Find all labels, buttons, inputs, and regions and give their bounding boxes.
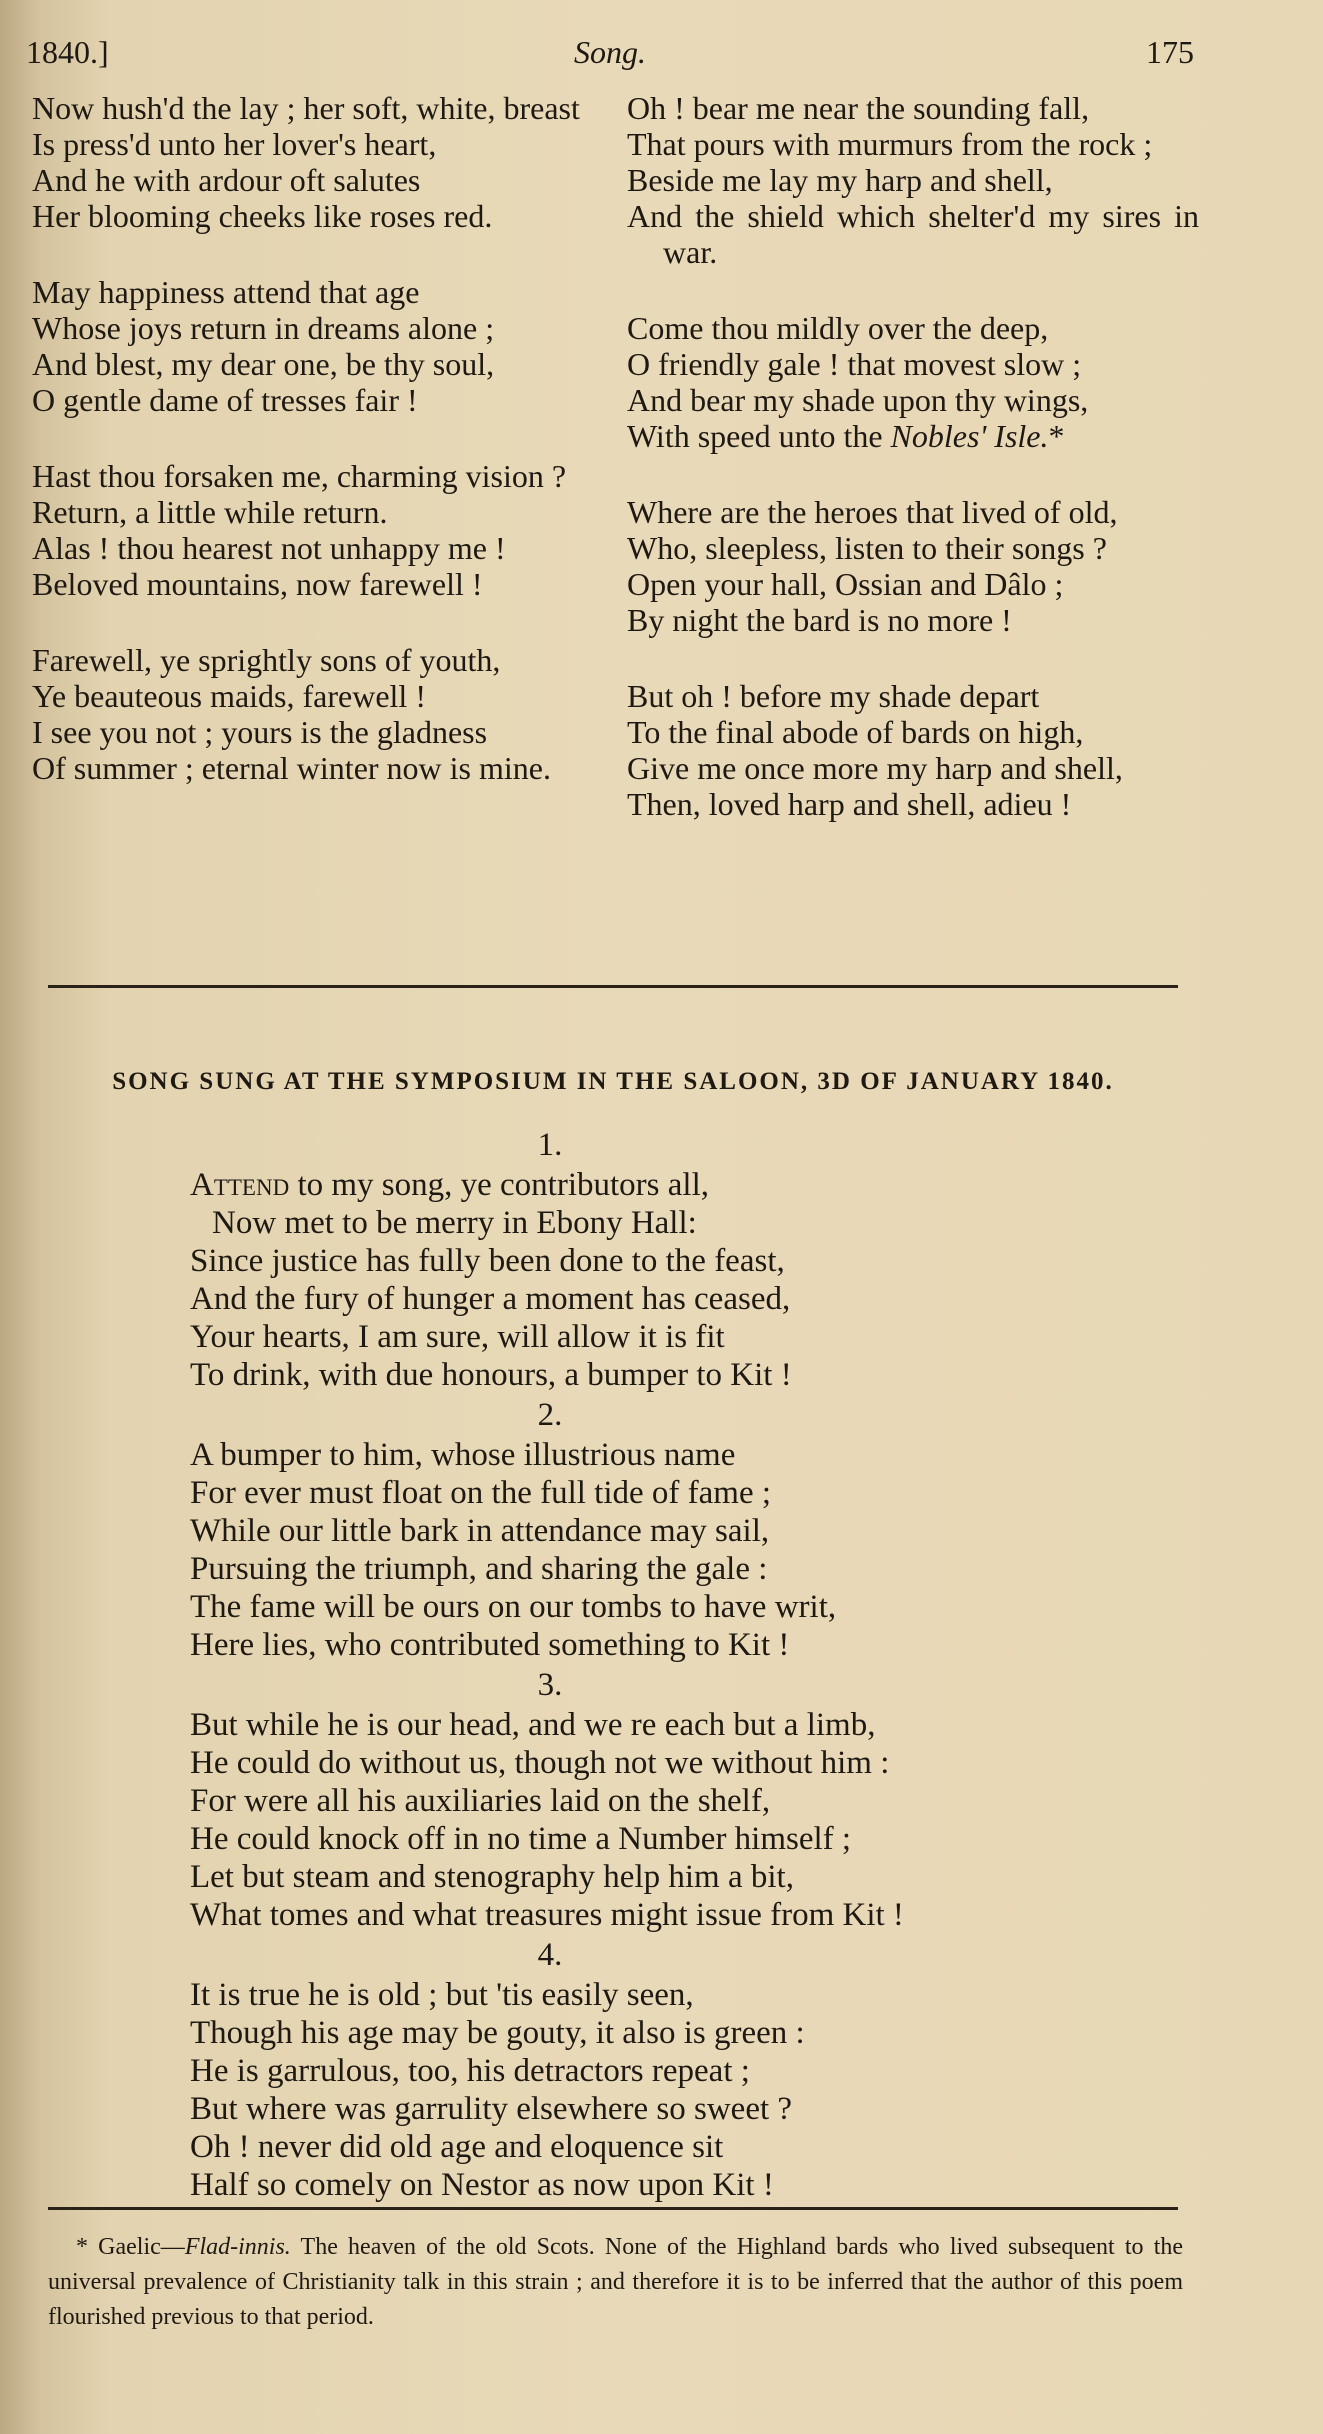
verse-line: Your hearts, I am sure, will allow it is fit	[190, 1319, 725, 1355]
verse-line: It is true he is old ; but 'tis easily seen,	[190, 1977, 694, 2013]
poem-line: Alas ! thou hearest not unhappy me !	[32, 530, 506, 566]
verse-number: 3.	[537, 1667, 563, 1703]
poem-line: By night the bard is no more !	[627, 602, 1012, 638]
verse-number: 4.	[537, 1937, 563, 1973]
left-stanza-1	[32, 90, 592, 234]
verse-line: He is garrulous, too, his detractors repeat ;	[190, 2053, 750, 2089]
poem-line: Hast thou forsaken me, charming vision ?	[32, 458, 567, 494]
verse-line: Since justice has fully been done to the feast,	[190, 1243, 785, 1279]
poem-line: Where are the heroes that lived of old,	[627, 494, 1118, 530]
page-number: 175	[1146, 34, 1194, 70]
verse-line: Here lies, who contributed something to Kit !	[190, 1627, 790, 1663]
poem-line: And blest, my dear one, be thy soul,	[32, 346, 495, 382]
right-stanza-3	[627, 494, 1199, 638]
footnote-prefix: * Gaelic—	[76, 2234, 185, 2260]
poem-line: Beloved mountains, now farewell !	[32, 566, 483, 602]
poem-line: Beside me lay my harp and shell,	[627, 162, 1053, 198]
verse-line: To drink, with due honours, a bumper to Kit !	[190, 1357, 792, 1393]
left-stanza-2	[32, 274, 592, 418]
verse-line-rest: to my song, ye contributors all,	[289, 1167, 709, 1203]
poem-line: May happiness attend that age	[32, 274, 420, 310]
left-stanza-3	[32, 458, 592, 602]
poem-line: Now hush'd the lay ; her soft, white, breast	[32, 90, 580, 126]
verse-line: While our little bark in attendance may sail,	[190, 1513, 770, 1549]
poem-line	[627, 418, 1199, 454]
poem-line-start: With speed unto the	[627, 418, 891, 454]
verse-line: What tomes and what treasures might issue from Kit !	[190, 1897, 904, 1933]
verse-3	[190, 1706, 1030, 1934]
left-stanza-4	[32, 642, 592, 786]
verse-2	[190, 1436, 1030, 1664]
right-stanza-1	[627, 90, 1199, 270]
verse-line: Oh ! never did old age and eloquence sit	[190, 2129, 724, 2165]
poem-line: But oh ! before my shade depart	[627, 678, 1040, 714]
verse-line: A bumper to him, whose illustrious name	[190, 1437, 736, 1473]
verse-line: Let but steam and stenography help him a bit,	[190, 1859, 794, 1895]
poem-line: Her blooming cheeks like roses red.	[32, 198, 493, 234]
verse-line: Now met to be merry in Ebony Hall:	[212, 1205, 697, 1241]
right-stanza-4	[627, 678, 1199, 822]
footnote	[48, 2230, 1183, 2335]
poem-line: Farewell, ye sprightly sons of youth,	[32, 642, 501, 678]
footnote-divider	[48, 2207, 1178, 2210]
verse-initial-word: Attend	[190, 1167, 290, 1203]
verse-line: Half so comely on Nestor as now upon Kit !	[190, 2167, 774, 2203]
poem-line: That pours with murmurs from the rock ;	[627, 126, 1153, 162]
running-head-date: 1840.]	[26, 34, 109, 70]
verse-number: 1.	[537, 1127, 563, 1163]
verse-line: Though his age may be gouty, it also is green :	[190, 2015, 805, 2051]
verse-line: Pursuing the triumph, and sharing the gale :	[190, 1551, 768, 1587]
poem-line: And he with ardour oft salutes	[32, 162, 421, 198]
poem-line: Ye beauteous maids, farewell !	[32, 678, 426, 714]
verse-line: And the fury of hunger a moment has ceased,	[190, 1281, 791, 1317]
poem-line: Of summer ; eternal winter now is mine.	[32, 750, 551, 786]
verse-line: But where was garrulity elsewhere so sweet ?	[190, 2091, 793, 2127]
poem-line: Oh ! bear me near the sounding fall,	[627, 90, 1090, 126]
section-divider	[48, 985, 1178, 988]
verse-line: The fame will be ours on our tombs to have writ,	[190, 1589, 837, 1625]
poem-line: Then, loved harp and shell, adieu !	[627, 786, 1072, 822]
poem-line: I see you not ; yours is the gladness	[32, 714, 488, 750]
poem-line: Come thou mildly over the deep,	[627, 310, 1049, 346]
poem-line: Is press'd unto her lover's heart,	[32, 126, 437, 162]
footnote-marker[interactable]: *	[1048, 418, 1065, 454]
right-poem-column	[627, 90, 1199, 862]
poem-line: Return, a little while return.	[32, 494, 388, 530]
right-stanza-2	[627, 310, 1199, 454]
poem-line: Give me once more my harp and shell,	[627, 750, 1123, 786]
verse-line: He could do without us, though not we without him :	[190, 1745, 890, 1781]
poem-line: To the final abode of bards on high,	[627, 714, 1084, 750]
footnote-term: Flad-innis.	[184, 2234, 291, 2260]
song-title: SONG SUNG AT THE SYMPOSIUM IN THE SALOON, 3D OF JANUARY 1840.	[112, 1068, 1114, 1095]
verse-line	[190, 1166, 1030, 1204]
running-head	[26, 34, 1194, 84]
nobles-isle: Nobles' Isle.	[890, 418, 1049, 454]
poem-line: O gentle dame of tresses fair !	[32, 382, 418, 418]
verse-4	[190, 1976, 1030, 2204]
footnote-text: The heaven of the old Scots. None of the Highland bards who lived subsequent to the universal prevalence of Christianity talk in this strain ; and therefore it is to be inferred that the author of this poem flourished previous to that period.	[48, 2234, 1184, 2330]
poem-line: Who, sleepless, listen to their songs ?	[627, 530, 1107, 566]
poem-line: And the shield which shelter'd my sires in war.	[627, 198, 1199, 270]
running-head-title: Song.	[574, 34, 646, 70]
verse-line: For were all his auxiliaries laid on the shelf,	[190, 1783, 771, 1819]
poem-line: Whose joys return in dreams alone ;	[32, 310, 495, 346]
left-poem-column	[32, 90, 592, 826]
verse-line: He could knock off in no time a Number himself ;	[190, 1821, 852, 1857]
verse-number: 2.	[537, 1397, 563, 1433]
poem-line: And bear my shade upon thy wings,	[627, 382, 1089, 418]
song-body	[190, 1124, 1030, 2204]
verse-line: But while he is our head, and we re each but a limb,	[190, 1707, 876, 1743]
poem-line: O friendly gale ! that movest slow ;	[627, 346, 1082, 382]
poem-line: Open your hall, Ossian and Dâlo ;	[627, 566, 1064, 602]
verse-line: For ever must float on the full tide of fame ;	[190, 1475, 772, 1511]
verse-1	[190, 1166, 1030, 1394]
